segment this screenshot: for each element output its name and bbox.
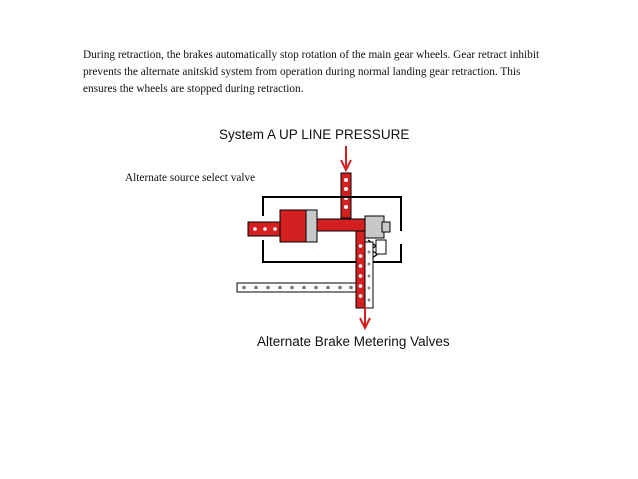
supply-line-vertical	[341, 173, 351, 218]
outlet-line-vertical	[356, 231, 373, 308]
top-pressure-arrow	[341, 146, 351, 170]
system-a-up-line-pressure-label: System A UP LINE PRESSURE	[219, 127, 410, 142]
valve-piston	[248, 210, 390, 242]
alternate-source-select-valve-label: Alternate source select valve	[125, 172, 256, 184]
return-line-horizontal	[237, 283, 356, 292]
alternate-brake-metering-valves-label: Alternate Brake Metering Valves	[257, 334, 450, 349]
bottom-outlet-arrow	[360, 306, 370, 328]
description-paragraph: During retraction, the brakes automatically stop rotation of the main gear wheels. Gear retract inhibit prevents the alternate anitskid system from operation during normal landing gear retraction. This ensures the wheels are stopped during retraction.	[83, 49, 540, 95]
